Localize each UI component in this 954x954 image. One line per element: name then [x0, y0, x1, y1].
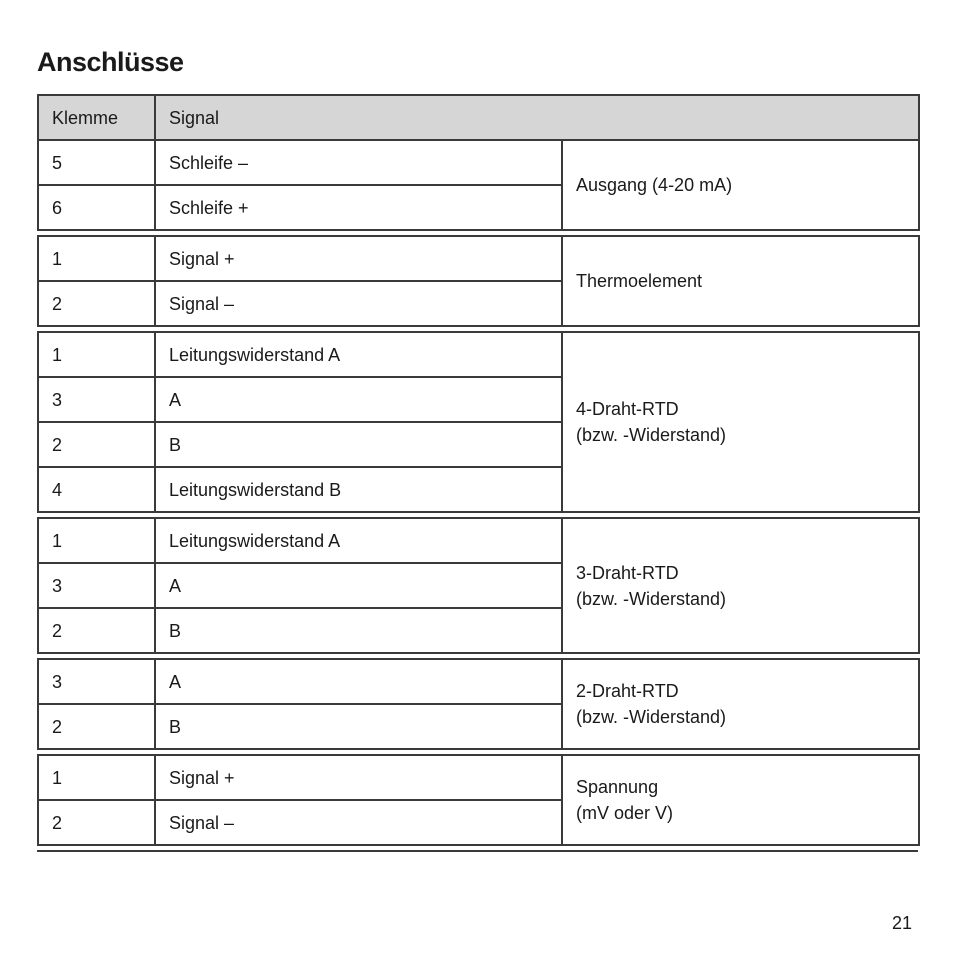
signal-cell: B: [155, 422, 562, 467]
terminal-cell: 2: [38, 281, 155, 326]
table-row: [38, 140, 919, 185]
terminal-cell: 1: [38, 755, 155, 800]
signal-cell: B: [155, 608, 562, 653]
terminal-cell: 2: [38, 422, 155, 467]
description-line: 3-Draht-RTD: [576, 562, 679, 583]
connections-table: [37, 94, 920, 846]
description-cell: [562, 236, 919, 326]
description-line: (bzw. -Widerstand): [576, 588, 727, 609]
signal-cell: Leitungswiderstand A: [155, 332, 562, 377]
terminal-cell: 3: [38, 377, 155, 422]
description-line: (bzw. -Widerstand): [576, 425, 727, 445]
terminal-cell: 3: [38, 659, 155, 704]
signal-cell: Schleife +: [155, 185, 562, 230]
terminal-cell: 6: [38, 185, 155, 230]
description-cell: [562, 659, 919, 749]
signal-cell: B: [155, 704, 562, 749]
table-row: [38, 518, 919, 563]
table-row: [38, 236, 919, 281]
signal-cell: Signal +: [155, 755, 562, 800]
description-line: Ausgang (4-20 mA): [576, 175, 733, 195]
bottom-rule: [37, 850, 918, 852]
header-terminal: Klemme: [38, 95, 155, 140]
terminal-cell: 2: [38, 704, 155, 749]
description-line: Thermoelement: [576, 271, 703, 291]
description-cell: [562, 140, 919, 230]
signal-cell: Leitungswiderstand B: [155, 467, 562, 512]
table-row: [38, 332, 919, 377]
description-line: (bzw. -Widerstand): [576, 707, 727, 727]
signal-cell: A: [155, 377, 562, 422]
signal-cell: Leitungswiderstand A: [155, 518, 562, 563]
page-number: 21: [892, 913, 913, 933]
signal-cell: Signal –: [155, 800, 562, 845]
description-cell: [562, 755, 919, 845]
terminal-cell: 4: [38, 467, 155, 512]
description-line: 2-Draht-RTD: [576, 681, 679, 701]
description-cell: [562, 332, 919, 512]
terminal-cell: 2: [38, 608, 155, 653]
terminal-cell: 1: [38, 332, 155, 377]
terminal-cell: 2: [38, 800, 155, 845]
signal-cell: Signal –: [155, 281, 562, 326]
connections-table-wrapper: [37, 94, 918, 852]
description-line: Spannung: [576, 777, 659, 797]
description-line: 4-Draht-RTD: [576, 399, 679, 419]
terminal-cell: 1: [38, 236, 155, 281]
description-line: (mV oder V): [576, 803, 674, 823]
signal-cell: A: [155, 563, 562, 608]
header-signal: Signal: [155, 95, 919, 140]
terminal-cell: 1: [38, 518, 155, 563]
table-header-row: [38, 95, 919, 140]
description-cell: [562, 518, 919, 653]
terminal-cell: 5: [38, 140, 155, 185]
signal-cell: A: [155, 659, 562, 704]
page-title: Anschlüsse: [37, 47, 184, 77]
terminal-cell: 3: [38, 563, 155, 608]
signal-cell: Schleife –: [155, 140, 562, 185]
table-row: [38, 755, 919, 800]
connections-table-body: [38, 95, 919, 845]
signal-cell: Signal +: [155, 236, 562, 281]
table-row: [38, 659, 919, 704]
